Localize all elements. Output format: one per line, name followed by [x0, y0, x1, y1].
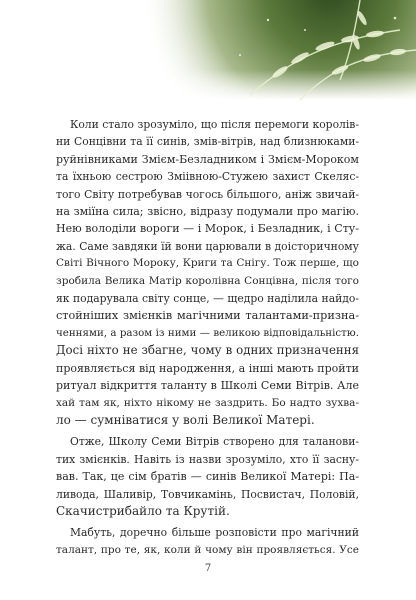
- paragraph-2: [56, 433, 359, 520]
- text-line: Коли стало зрозуміло, що після перемоги королів-: [70, 118, 359, 131]
- leafy-branch-illustration: [0, 0, 416, 100]
- text-line: вав. Так, це сім братів — синів Великої Матері: Па-: [56, 470, 359, 484]
- text-line: того Світу потребував чогось більшого, аніж звичай-: [56, 187, 359, 201]
- text-line: проявляється від народження, а інші мають пройти: [56, 361, 359, 375]
- text-line: ни Сонцівни та її синів, змів-вітрів, над близнюками-: [56, 135, 359, 149]
- text-line: та їхньою сестрою Зміівною-Стужею захист Скеляс-: [56, 170, 359, 184]
- text-line: Отже, Школу Семи Вітрів створено для таланови-: [70, 435, 359, 449]
- text-line: хай там як, ніхто нікому не заздрить. Бо надто зухва-: [56, 396, 359, 409]
- text-line: як подарувала світу сонце, — щедро наділила найдо-: [56, 292, 359, 306]
- text-line: ритуал відкриття таланту в Школі Семи Вітрів. Але: [56, 379, 359, 393]
- text-line: тих змієнків. Навіть із назви зрозуміло, хто її засну-: [56, 452, 359, 466]
- text-line: Нею володіли вороги — і Морок, і Безладник, і Сту-: [56, 222, 359, 236]
- paragraph-3: [56, 524, 359, 559]
- text-line: Світі Вічного Мороку, Криги та Снігу. Тож перше, що: [56, 257, 359, 270]
- text-line: Скачистрибайло та Крутій.: [56, 503, 230, 518]
- text-line: ливода, Шаливір, Товчикамінь, Посвистач, Половій,: [56, 487, 359, 501]
- page-body: [56, 116, 359, 559]
- text-line: жа. Саме завдяки їй вони царювали в доісторичному: [56, 239, 359, 253]
- text-line: стойніших змієнків магічними талантами-призна-: [56, 309, 359, 323]
- text-line: Досі ніхто не збагне, чому в одних призначення: [56, 343, 359, 358]
- text-line: на зміїна сила; звісно, відразу подумали про магію.: [56, 205, 359, 219]
- text-line: талант, про те, як, коли й чому він проявляється. Усе: [56, 543, 359, 556]
- text-line: Мабуть, доречно більше розповісти про магічний: [70, 526, 359, 540]
- paragraph-1: [56, 116, 359, 429]
- page-number: 7: [204, 563, 212, 574]
- text-line: руйнівниками Змієм-Безладником і Змієм-Мороком: [56, 152, 359, 166]
- text-line: ло — сумніватися у волі Великої Матері.: [56, 412, 315, 427]
- text-line: ченнями, а разом із ними — великою відповідальністю.: [56, 326, 359, 339]
- text-line: зробила Велика Матір королівна Сонцівна, після того: [56, 274, 359, 287]
